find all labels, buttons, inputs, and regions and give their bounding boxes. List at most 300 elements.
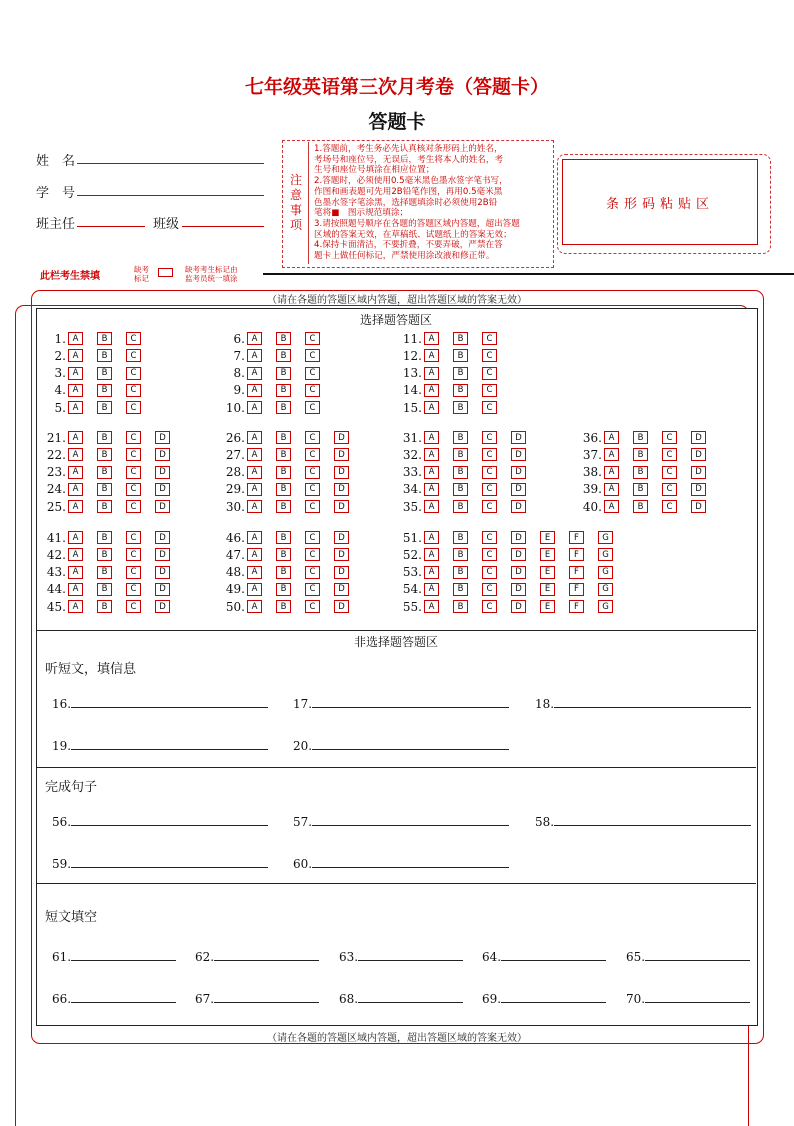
option-bubble[interactable]: C: [126, 384, 141, 397]
option-bubble[interactable]: B: [633, 483, 648, 496]
option-bubble[interactable]: D: [511, 483, 526, 496]
option-bubble[interactable]: B: [276, 367, 291, 380]
option-bubble[interactable]: A: [247, 548, 262, 561]
option-bubble[interactable]: C: [305, 531, 320, 544]
option-bubble[interactable]: A: [247, 500, 262, 513]
option-bubble[interactable]: B: [633, 431, 648, 444]
question-number: 8.: [233, 366, 245, 381]
option-bubble[interactable]: A: [424, 531, 439, 544]
question-row: [398, 565, 627, 580]
question-row: [221, 599, 363, 614]
option-bubble[interactable]: G: [598, 548, 613, 561]
option-bubble[interactable]: C: [305, 367, 320, 380]
question-number: 55.: [402, 599, 422, 614]
option-bubble[interactable]: B: [453, 349, 468, 362]
option-bubble[interactable]: F: [569, 531, 584, 544]
option-bubble[interactable]: B: [276, 600, 291, 613]
option-bubble[interactable]: C: [305, 349, 320, 362]
option-bubble[interactable]: D: [155, 531, 170, 544]
name-field[interactable]: [77, 163, 264, 164]
option-bubble[interactable]: F: [569, 566, 584, 579]
option-bubble[interactable]: D: [334, 448, 349, 461]
option-bubble[interactable]: A: [424, 332, 439, 345]
option-bubble[interactable]: C: [126, 367, 141, 380]
option-bubble[interactable]: A: [68, 448, 83, 461]
notice-line: 2.答题时，必须使用0.5毫米黑色墨水签字笔书写，: [314, 176, 508, 187]
blank-number: 68.: [339, 992, 359, 1006]
option-bubble[interactable]: A: [247, 583, 262, 596]
blank-line: [645, 1002, 750, 1003]
answer-blank[interactable]: [293, 695, 509, 711]
blank-line: [71, 960, 176, 961]
option-bubble[interactable]: A: [424, 349, 439, 362]
option-bubble[interactable]: B: [97, 401, 112, 414]
question-number: 23.: [46, 465, 66, 480]
option-bubble[interactable]: C: [305, 431, 320, 444]
blank-number: 17.: [293, 697, 313, 711]
option-bubble[interactable]: B: [97, 384, 112, 397]
option-bubble[interactable]: A: [247, 349, 262, 362]
option-bubble[interactable]: D: [155, 483, 170, 496]
blank-number: 64.: [482, 950, 502, 964]
option-bubble[interactable]: B: [97, 431, 112, 444]
blank-line: [645, 960, 750, 961]
blank-number: 63.: [339, 950, 359, 964]
option-bubble[interactable]: A: [424, 483, 439, 496]
option-bubble[interactable]: C: [305, 448, 320, 461]
question-number: 43.: [46, 565, 66, 580]
option-bubble[interactable]: B: [97, 566, 112, 579]
option-bubble[interactable]: D: [155, 466, 170, 479]
option-bubble[interactable]: A: [247, 401, 262, 414]
option-bubble[interactable]: A: [604, 500, 619, 513]
answer-blank[interactable]: [626, 948, 750, 964]
option-bubble[interactable]: A: [247, 466, 262, 479]
option-bubble[interactable]: C: [305, 483, 320, 496]
blank-line: [71, 1002, 176, 1003]
question-row: [221, 430, 363, 445]
part-title-cloze: 短文填空: [45, 910, 98, 925]
option-bubble[interactable]: B: [276, 531, 291, 544]
question-number: 11.: [402, 331, 422, 346]
answer-blank[interactable]: [482, 990, 606, 1006]
question-number: 9.: [233, 383, 245, 398]
option-bubble[interactable]: B: [97, 583, 112, 596]
option-bubble[interactable]: B: [276, 401, 291, 414]
option-bubble[interactable]: B: [633, 500, 648, 513]
question-number: 38.: [582, 465, 602, 480]
option-bubble[interactable]: A: [68, 531, 83, 544]
section-divider: [37, 630, 756, 631]
question-number: 48.: [225, 565, 245, 580]
option-bubble[interactable]: C: [482, 448, 497, 461]
option-bubble[interactable]: C: [482, 431, 497, 444]
option-bubble[interactable]: C: [126, 531, 141, 544]
option-bubble[interactable]: B: [276, 384, 291, 397]
option-bubble[interactable]: B: [97, 600, 112, 613]
option-bubble[interactable]: B: [97, 466, 112, 479]
option-bubble[interactable]: B: [276, 349, 291, 362]
option-bubble[interactable]: D: [511, 566, 526, 579]
question-number: 15.: [402, 400, 422, 415]
option-bubble[interactable]: B: [453, 466, 468, 479]
absent-checkbox[interactable]: [158, 268, 173, 277]
blank-number: 67.: [195, 992, 215, 1006]
answer-blank[interactable]: [293, 737, 509, 753]
option-bubble[interactable]: A: [68, 349, 83, 362]
question-number: 49.: [225, 582, 245, 597]
option-bubble[interactable]: C: [482, 583, 497, 596]
option-bubble[interactable]: A: [247, 384, 262, 397]
option-bubble[interactable]: A: [68, 466, 83, 479]
question-row: [398, 430, 540, 445]
option-bubble[interactable]: D: [155, 448, 170, 461]
option-bubble[interactable]: C: [305, 332, 320, 345]
option-bubble[interactable]: B: [453, 332, 468, 345]
option-bubble[interactable]: D: [334, 600, 349, 613]
option-bubble[interactable]: C: [305, 548, 320, 561]
question-row: [42, 565, 184, 580]
class-field[interactable]: [182, 226, 264, 227]
option-bubble[interactable]: D: [691, 448, 706, 461]
blank-number: 18.: [535, 697, 555, 711]
option-bubble[interactable]: A: [604, 431, 619, 444]
option-bubble[interactable]: A: [424, 548, 439, 561]
option-bubble[interactable]: E: [540, 583, 555, 596]
answer-blank[interactable]: [52, 695, 268, 711]
option-bubble[interactable]: C: [305, 466, 320, 479]
question-row: [42, 383, 155, 398]
section-divider: [37, 883, 756, 884]
option-bubble[interactable]: B: [276, 448, 291, 461]
notice-line: 区域的答案无效，在草稿纸、试题纸上的答案无效；: [314, 229, 512, 240]
option-bubble[interactable]: C: [305, 583, 320, 596]
question-number: 24.: [46, 482, 66, 497]
option-bubble[interactable]: C: [126, 431, 141, 444]
option-bubble[interactable]: D: [334, 531, 349, 544]
option-bubble[interactable]: A: [424, 566, 439, 579]
option-bubble[interactable]: A: [424, 448, 439, 461]
option-bubble[interactable]: B: [453, 401, 468, 414]
barcode-area: 条形码粘贴区: [562, 159, 758, 245]
question-number: 54.: [402, 582, 422, 597]
main-frame: [36, 308, 758, 1026]
option-bubble[interactable]: B: [97, 332, 112, 345]
option-bubble[interactable]: C: [482, 466, 497, 479]
option-bubble[interactable]: D: [155, 600, 170, 613]
notice-line: 题卡上做任何标记，严禁使用涂改液和修正带。: [314, 251, 495, 262]
option-bubble[interactable]: G: [598, 566, 613, 579]
option-bubble[interactable]: A: [247, 483, 262, 496]
option-bubble[interactable]: B: [276, 431, 291, 444]
option-bubble[interactable]: D: [155, 500, 170, 513]
option-bubble[interactable]: B: [97, 548, 112, 561]
option-bubble[interactable]: A: [247, 332, 262, 345]
option-bubble[interactable]: D: [511, 500, 526, 513]
question-row: [398, 331, 511, 346]
option-bubble[interactable]: A: [247, 367, 262, 380]
option-bubble[interactable]: C: [126, 566, 141, 579]
option-bubble[interactable]: G: [598, 583, 613, 596]
option-bubble[interactable]: C: [482, 401, 497, 414]
answer-blank[interactable]: [339, 948, 463, 964]
answer-blank[interactable]: [52, 948, 176, 964]
notice-text: [314, 144, 548, 262]
question-row: [398, 482, 540, 497]
option-bubble[interactable]: D: [155, 548, 170, 561]
answer-blank[interactable]: [535, 813, 751, 829]
option-bubble[interactable]: B: [276, 332, 291, 345]
option-bubble[interactable]: D: [155, 431, 170, 444]
answer-blank[interactable]: [535, 695, 751, 711]
question-row: [42, 465, 184, 480]
option-bubble[interactable]: B: [276, 500, 291, 513]
option-bubble[interactable]: D: [334, 466, 349, 479]
option-bubble[interactable]: C: [482, 566, 497, 579]
option-bubble[interactable]: B: [276, 548, 291, 561]
option-bubble[interactable]: A: [424, 431, 439, 444]
question-number: 6.: [233, 331, 245, 346]
question-row: [578, 447, 720, 462]
option-bubble[interactable]: A: [424, 367, 439, 380]
forbidden-notice: 此栏考生禁填: [40, 271, 100, 282]
answer-blank[interactable]: [482, 948, 606, 964]
option-bubble[interactable]: C: [126, 349, 141, 362]
option-bubble[interactable]: A: [247, 431, 262, 444]
option-bubble[interactable]: A: [424, 384, 439, 397]
option-bubble[interactable]: B: [453, 583, 468, 596]
option-bubble[interactable]: D: [155, 583, 170, 596]
teacher-label: 班主任: [36, 217, 76, 232]
option-bubble[interactable]: E: [540, 600, 555, 613]
question-row: [398, 547, 627, 562]
option-bubble[interactable]: A: [68, 384, 83, 397]
option-bubble[interactable]: D: [334, 483, 349, 496]
option-bubble[interactable]: A: [68, 367, 83, 380]
option-bubble[interactable]: C: [482, 500, 497, 513]
option-bubble[interactable]: A: [604, 448, 619, 461]
option-bubble[interactable]: E: [540, 566, 555, 579]
option-bubble[interactable]: G: [598, 600, 613, 613]
answer-blank[interactable]: [195, 990, 319, 1006]
answer-blank[interactable]: [52, 813, 268, 829]
student-id-field[interactable]: [77, 195, 264, 196]
question-row: [398, 599, 627, 614]
option-bubble[interactable]: C: [482, 367, 497, 380]
option-bubble[interactable]: E: [540, 548, 555, 561]
option-bubble[interactable]: A: [424, 600, 439, 613]
option-bubble[interactable]: D: [334, 548, 349, 561]
option-bubble[interactable]: C: [305, 600, 320, 613]
option-bubble[interactable]: B: [97, 531, 112, 544]
blank-line: [71, 707, 268, 708]
option-bubble[interactable]: A: [247, 448, 262, 461]
answer-blank[interactable]: [626, 990, 750, 1006]
option-bubble[interactable]: D: [511, 531, 526, 544]
question-number: 46.: [225, 530, 245, 545]
option-bubble[interactable]: C: [662, 448, 677, 461]
option-bubble[interactable]: B: [453, 600, 468, 613]
answer-blank[interactable]: [293, 855, 509, 871]
option-bubble[interactable]: A: [68, 431, 83, 444]
option-bubble[interactable]: D: [691, 466, 706, 479]
blank-number: 19.: [52, 739, 72, 753]
option-bubble[interactable]: C: [662, 483, 677, 496]
notice-line: 作图和画表题可先用2B铅笔作图，再用0.5毫米黑: [314, 186, 503, 197]
option-bubble[interactable]: G: [598, 531, 613, 544]
option-bubble[interactable]: C: [662, 500, 677, 513]
option-bubble[interactable]: C: [126, 401, 141, 414]
option-bubble[interactable]: B: [97, 367, 112, 380]
question-row: [221, 331, 334, 346]
option-bubble[interactable]: A: [604, 466, 619, 479]
notice-line: 4.保持卡面清洁，不要折叠，不要弄破，严禁在答: [314, 240, 503, 251]
option-bubble[interactable]: D: [511, 431, 526, 444]
question-number: 35.: [402, 499, 422, 514]
option-bubble[interactable]: D: [691, 500, 706, 513]
question-row: [221, 383, 334, 398]
question-number: 1.: [54, 331, 66, 346]
question-row: [221, 499, 363, 514]
option-bubble[interactable]: D: [511, 548, 526, 561]
option-bubble[interactable]: D: [511, 448, 526, 461]
option-bubble[interactable]: C: [482, 384, 497, 397]
blank-number: 69.: [482, 992, 502, 1006]
option-bubble[interactable]: E: [540, 531, 555, 544]
option-bubble[interactable]: A: [247, 566, 262, 579]
option-bubble[interactable]: C: [126, 600, 141, 613]
question-row: [221, 400, 334, 415]
option-bubble[interactable]: B: [453, 367, 468, 380]
option-bubble[interactable]: B: [276, 566, 291, 579]
page-subtitle: 答题卡: [368, 111, 426, 133]
notice-line: 3.请按照题号顺序在各题的答题区域内答题，超出答题: [314, 218, 520, 229]
question-number: 50.: [225, 599, 245, 614]
option-bubble[interactable]: C: [305, 566, 320, 579]
option-bubble[interactable]: C: [482, 548, 497, 561]
question-number: 44.: [46, 582, 66, 597]
option-bubble[interactable]: C: [126, 583, 141, 596]
option-bubble[interactable]: C: [126, 332, 141, 345]
option-bubble[interactable]: B: [453, 431, 468, 444]
option-bubble[interactable]: C: [482, 483, 497, 496]
answer-blank[interactable]: [339, 990, 463, 1006]
option-bubble[interactable]: F: [569, 548, 584, 561]
option-bubble[interactable]: A: [68, 583, 83, 596]
option-bubble[interactable]: D: [334, 583, 349, 596]
option-bubble[interactable]: A: [424, 500, 439, 513]
option-bubble[interactable]: D: [511, 583, 526, 596]
question-row: [398, 447, 540, 462]
option-bubble[interactable]: C: [126, 466, 141, 479]
option-bubble[interactable]: D: [511, 466, 526, 479]
question-row: [42, 366, 155, 381]
question-row: [398, 582, 627, 597]
option-bubble[interactable]: A: [68, 483, 83, 496]
option-bubble[interactable]: D: [334, 500, 349, 513]
option-bubble[interactable]: B: [453, 448, 468, 461]
answer-blank[interactable]: [293, 813, 509, 829]
option-bubble[interactable]: B: [453, 384, 468, 397]
option-bubble[interactable]: C: [305, 401, 320, 414]
option-bubble[interactable]: C: [305, 500, 320, 513]
option-bubble[interactable]: A: [68, 566, 83, 579]
option-bubble[interactable]: D: [334, 566, 349, 579]
option-bubble[interactable]: A: [604, 483, 619, 496]
option-bubble[interactable]: B: [97, 448, 112, 461]
option-bubble[interactable]: C: [126, 500, 141, 513]
option-bubble[interactable]: A: [247, 600, 262, 613]
option-bubble[interactable]: C: [126, 483, 141, 496]
option-bubble[interactable]: C: [482, 332, 497, 345]
option-bubble[interactable]: C: [662, 466, 677, 479]
option-bubble[interactable]: C: [126, 548, 141, 561]
question-row: [42, 430, 184, 445]
option-bubble[interactable]: A: [424, 401, 439, 414]
option-bubble[interactable]: C: [305, 384, 320, 397]
question-number: 53.: [402, 565, 422, 580]
option-bubble[interactable]: B: [453, 483, 468, 496]
option-bubble[interactable]: D: [155, 566, 170, 579]
option-bubble[interactable]: D: [511, 600, 526, 613]
teacher-field[interactable]: [77, 226, 145, 227]
option-bubble[interactable]: B: [633, 466, 648, 479]
question-row: [42, 530, 184, 545]
option-bubble[interactable]: C: [126, 448, 141, 461]
option-bubble[interactable]: B: [453, 531, 468, 544]
option-bubble[interactable]: A: [68, 401, 83, 414]
option-bubble[interactable]: A: [68, 500, 83, 513]
question-row: [42, 599, 184, 614]
option-bubble[interactable]: C: [662, 431, 677, 444]
option-bubble[interactable]: D: [691, 431, 706, 444]
option-bubble[interactable]: B: [97, 349, 112, 362]
option-bubble[interactable]: B: [276, 583, 291, 596]
question-number: 32.: [402, 447, 422, 462]
answer-blank[interactable]: [195, 948, 319, 964]
option-bubble[interactable]: F: [569, 600, 584, 613]
option-bubble[interactable]: C: [482, 531, 497, 544]
option-bubble[interactable]: A: [68, 332, 83, 345]
option-bubble[interactable]: A: [424, 583, 439, 596]
option-bubble[interactable]: C: [482, 600, 497, 613]
option-bubble[interactable]: A: [247, 531, 262, 544]
blank-line: [554, 825, 751, 826]
option-bubble[interactable]: A: [68, 548, 83, 561]
option-bubble[interactable]: B: [453, 500, 468, 513]
option-bubble[interactable]: B: [276, 466, 291, 479]
answer-blank[interactable]: [52, 855, 268, 871]
answer-blank[interactable]: [52, 990, 176, 1006]
option-bubble[interactable]: A: [68, 600, 83, 613]
option-bubble[interactable]: A: [424, 466, 439, 479]
question-number: 34.: [402, 482, 422, 497]
divider: [263, 273, 794, 275]
answer-blank[interactable]: [52, 737, 268, 753]
option-bubble[interactable]: B: [633, 448, 648, 461]
option-bubble[interactable]: B: [453, 548, 468, 561]
question-row: [221, 482, 363, 497]
option-bubble[interactable]: B: [276, 483, 291, 496]
option-bubble[interactable]: B: [97, 483, 112, 496]
option-bubble[interactable]: B: [453, 566, 468, 579]
question-row: [42, 331, 155, 346]
option-bubble[interactable]: C: [482, 349, 497, 362]
option-bubble[interactable]: D: [691, 483, 706, 496]
option-bubble[interactable]: F: [569, 583, 584, 596]
option-bubble[interactable]: D: [334, 431, 349, 444]
option-bubble[interactable]: B: [97, 500, 112, 513]
